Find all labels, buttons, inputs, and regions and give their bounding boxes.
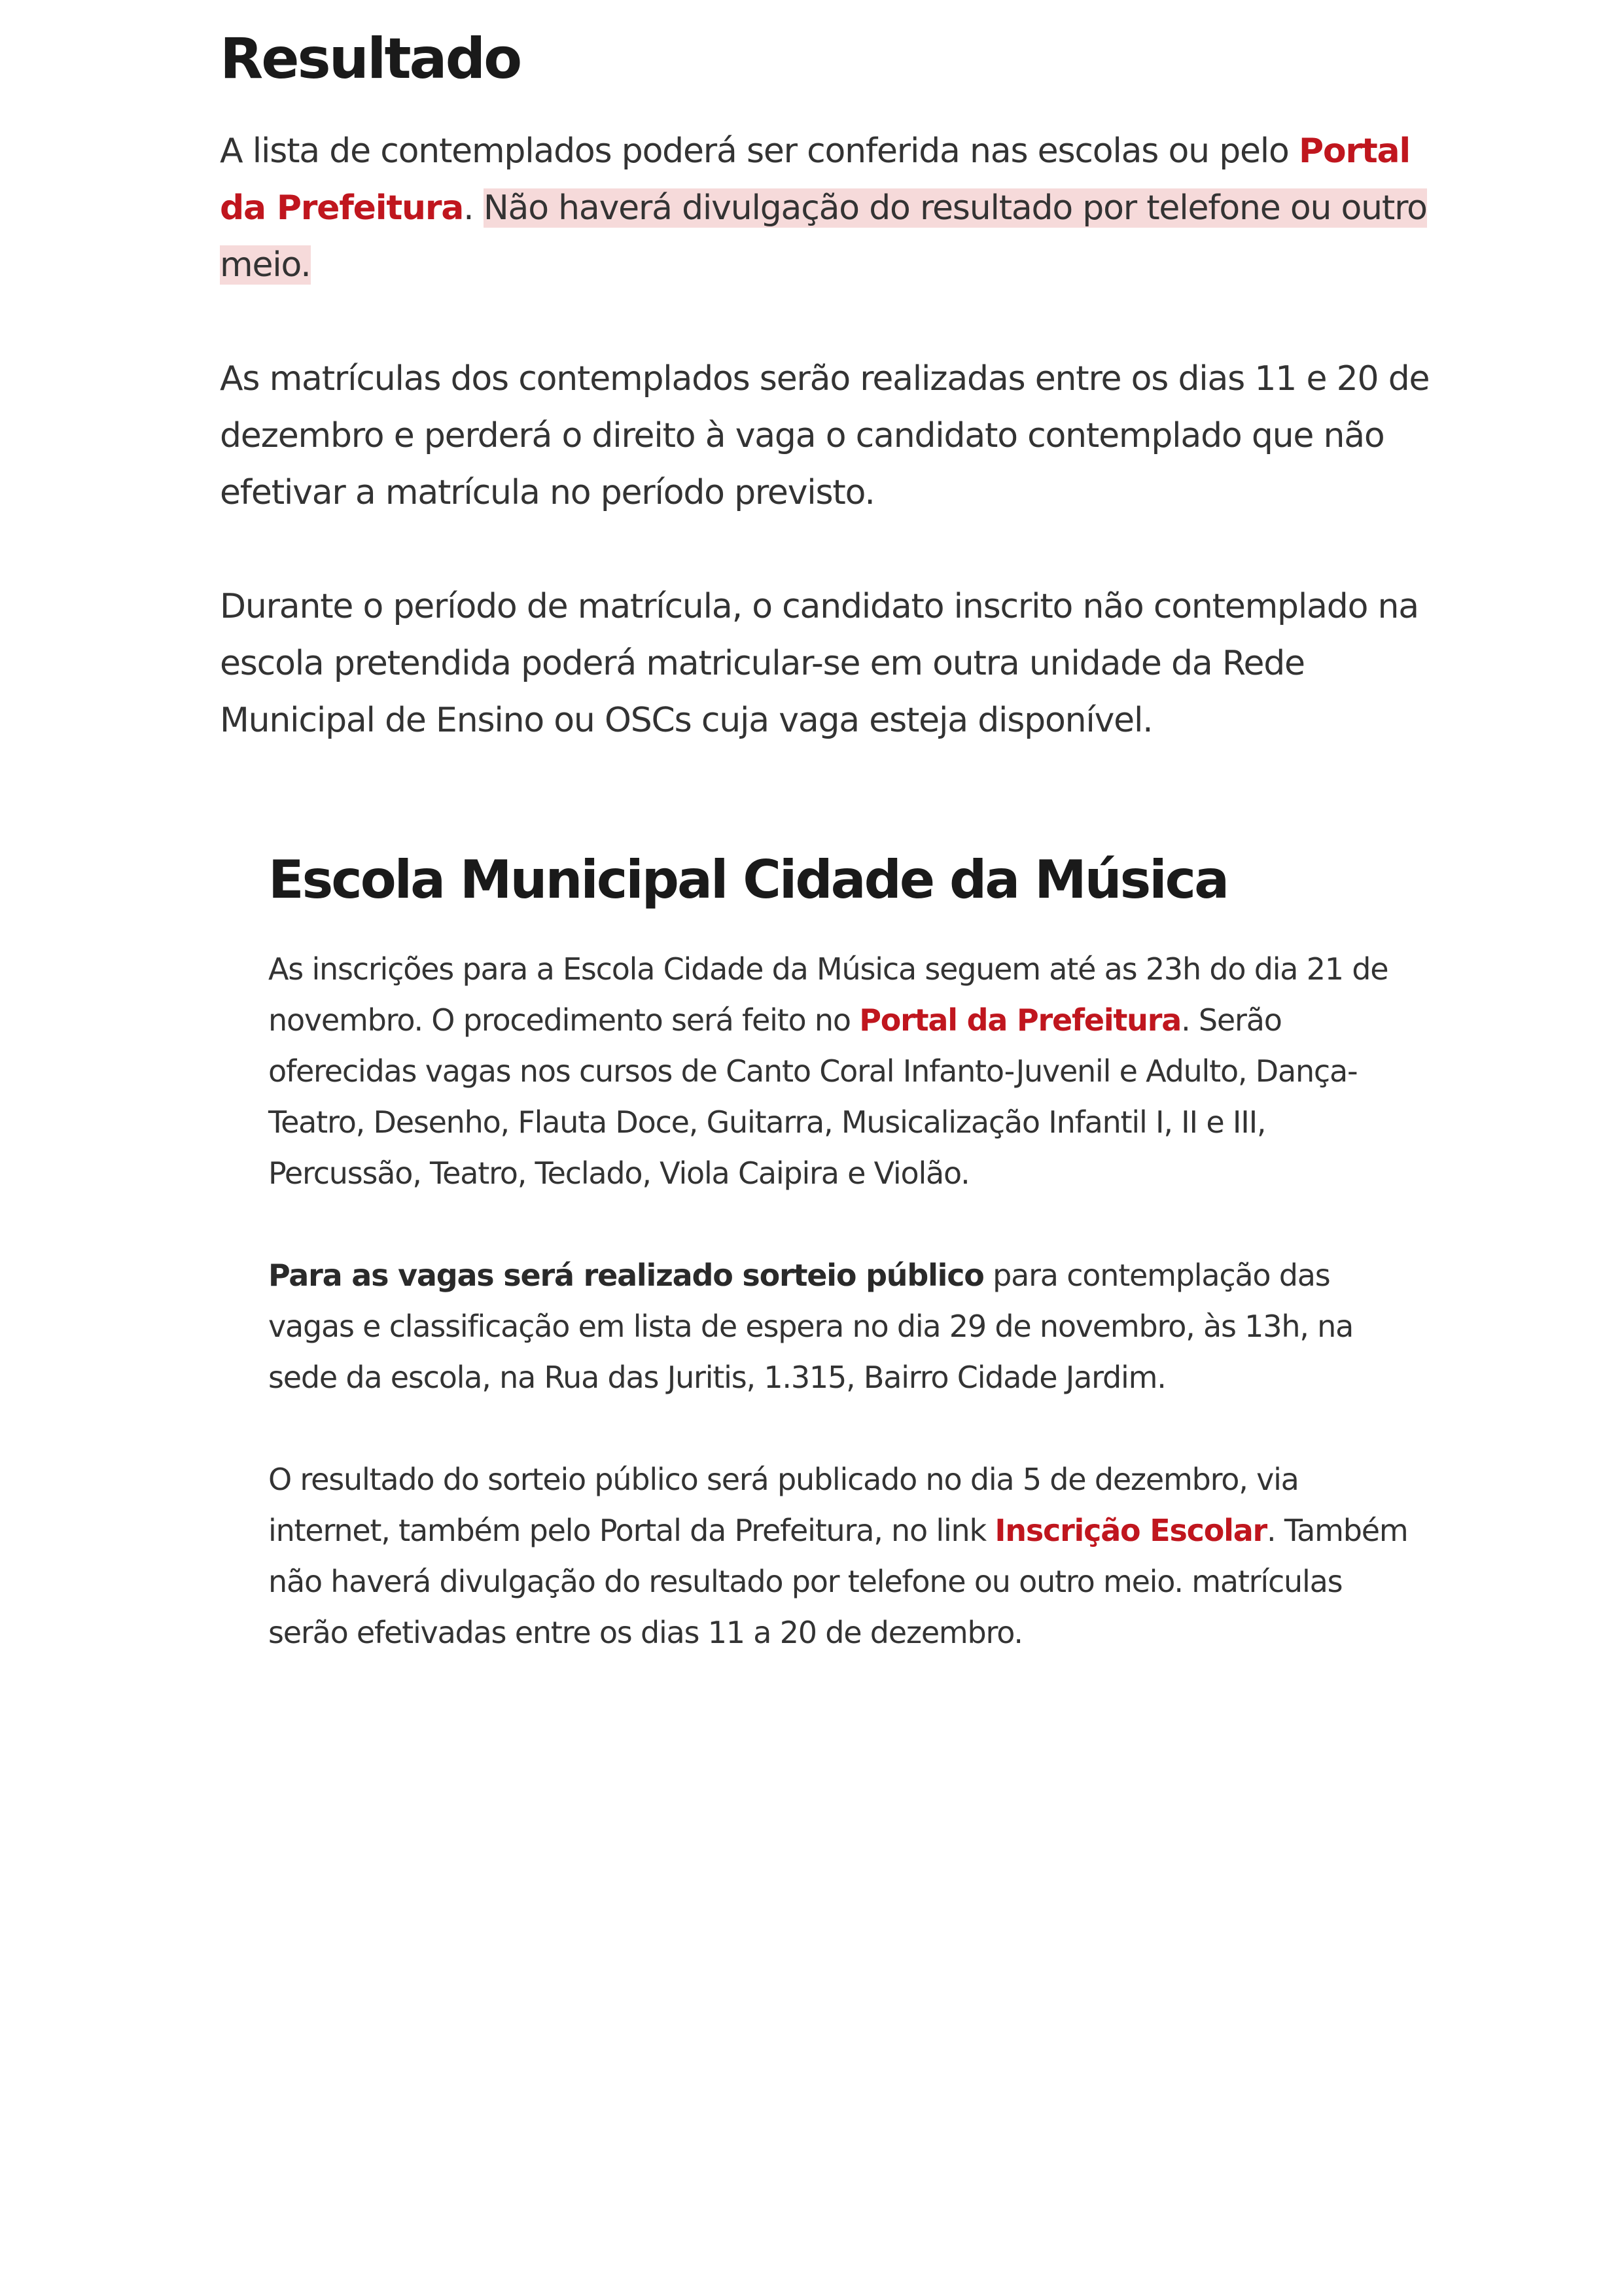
escola-musica-p2-text: para contemplação das vagas e classificação em lista de espera no dia 29 de novembro, às 13h, na sede da escola, na Rua das Juritis, 1.315, Bairro Cidade Jardim. [268, 1258, 1354, 1395]
resultado-section [220, 20, 1437, 749]
escola-musica-paragraph-1 [268, 944, 1420, 1199]
escola-musica-p3-text: O resultado do sorteio público será publicado no dia 5 de dezembro, via internet, também pelo Portal da Prefeitura, no link [268, 1462, 1299, 1548]
escola-musica-p1-text-after: . Serão oferecidas vagas nos cursos de Canto Coral Infanto-Juvenil e Adulto, Dança-Teatro, Desenho, Flauta Doce, Guitarra, Musicalização Infantil I, II e III, Percussão, Teatro, Teclado, Viola Caipira e Violão. [268, 1002, 1358, 1191]
escola-musica-paragraph-3 [268, 1454, 1420, 1658]
resultado-highlight-text: Não haverá divulgação do resultado por telefone ou outro meio. [220, 188, 1427, 285]
resultado-paragraph-3: Durante o período de matrícula, o candidato inscrito não contemplado na escola pretendida poderá matricular-se em outra unidade da Rede Municipal de Ensino ou OSCs cuja vaga esteja disponível. [220, 587, 1419, 740]
sorteio-bold-text: Para as vagas será realizado sorteio público [268, 1258, 984, 1293]
inscricao-escolar-link[interactable]: Inscrição Escolar [995, 1513, 1267, 1548]
escola-musica-p3-text-after: . Também não haverá divulgação do resultado por telefone ou outro meio. matrículas serão efetivadas entre os dias 11 a 20 de dezembro. [268, 1513, 1408, 1650]
escola-musica-p1-text: As inscrições para a Escola Cidade da Música seguem até as 23h do dia 21 de novembro. O procedimento será feito no [268, 951, 1388, 1038]
escola-musica-title: Escola Municipal Cidade da Música [268, 849, 1228, 910]
escola-musica-section [268, 844, 1420, 1658]
resultado-paragraph-2: As matrículas dos contemplados serão realizadas entre os dias 11 e 20 de dezembro e perderá o direito à vaga o candidato contemplado que não efetivar a matrícula no período previsto. [220, 359, 1430, 512]
resultado-p1-separator: . [463, 188, 484, 228]
portal-prefeitura-link[interactable]: Portal da Prefeitura [220, 132, 1411, 228]
resultado-title: Resultado [220, 26, 521, 92]
resultado-p1-text: A lista de contemplados poderá ser conferida nas escolas ou pelo [220, 132, 1299, 171]
resultado-paragraph-1 [220, 123, 1437, 294]
portal-prefeitura-link-2[interactable]: Portal da Prefeitura [859, 1002, 1182, 1038]
escola-musica-paragraph-2 [268, 1250, 1420, 1403]
